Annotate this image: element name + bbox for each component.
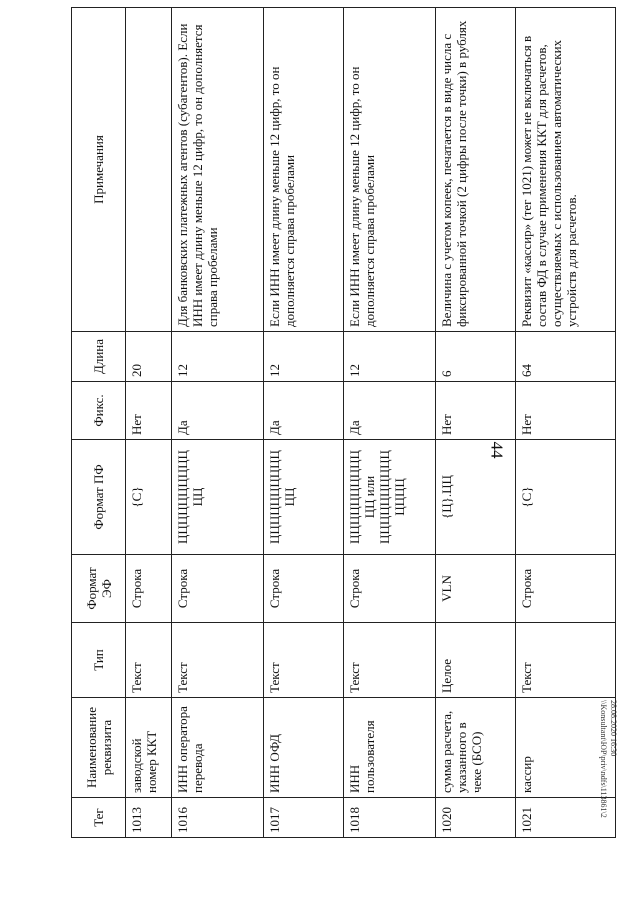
cell-name: кассир [516, 698, 616, 798]
table-row [126, 8, 172, 838]
cell-name: ИНН оператора перевода [172, 698, 264, 798]
cell-name: заводской номер ККТ [126, 698, 172, 798]
header-length: Длина [72, 332, 126, 382]
cell-pf-format: ЦЦЦЦЦЦЦЦЦЦ ЦЦ [172, 440, 264, 555]
cell-fixed: Нет [436, 382, 516, 440]
cell-length: 20 [126, 332, 172, 382]
table-row [172, 8, 264, 838]
header-name: Наименование реквизита [72, 698, 126, 798]
table-header-row [72, 8, 126, 838]
cell-pf-format: {Ц}.ЦЦ [436, 440, 516, 555]
cell-ef-format: Строка [172, 555, 264, 623]
cell-ef-format: Строка [264, 555, 344, 623]
cell-length: 64 [516, 332, 616, 382]
document-table-frame [71, 8, 579, 838]
cell-fixed: Да [172, 382, 264, 440]
page-number: 44 [487, 441, 507, 459]
header-notes: Примечания [72, 8, 126, 332]
table-row [344, 8, 436, 838]
cell-length: 12 [344, 332, 436, 382]
header-fixed: Фикс. [72, 382, 126, 440]
header-ef-format: Формат ЭФ [72, 555, 126, 623]
cell-length: 12 [264, 332, 344, 382]
cell-type: Текст [516, 623, 616, 698]
cell-ef-format: VLN [436, 555, 516, 623]
cell-name: ИНН ОФД [264, 698, 344, 798]
cell-notes: Если ИНН имеет длину меньше 12 цифр, то он дополняется справа пробелами [344, 8, 436, 332]
print-footer [598, 700, 618, 818]
cell-length: 12 [172, 332, 264, 382]
cell-pf-format: ЦЦЦЦЦЦЦЦЦЦ ЦЦ [264, 440, 344, 555]
footer-date: 28.08.2020 16:30 [609, 700, 618, 757]
cell-length: 6 [436, 332, 516, 382]
cell-name: ИНН пользователя [344, 698, 436, 798]
cell-ef-format: Строка [126, 555, 172, 623]
cell-ef-format: Строка [516, 555, 616, 623]
cell-tag: 1017 [264, 798, 344, 838]
cell-fixed: Да [264, 382, 344, 440]
cell-tag: 1018 [344, 798, 436, 838]
header-tag: Тег [72, 798, 126, 838]
cell-fixed: Нет [516, 382, 616, 440]
cell-type: Текст [126, 623, 172, 698]
cell-tag: 1016 [172, 798, 264, 838]
cell-type: Целое [436, 623, 516, 698]
cell-notes: Величина с учетом копеек, печатается в виде числа с фиксированной точкой (2 цифры после точки) в рублях [436, 8, 516, 332]
cell-notes: Для банковских платежных агентов (субагентов). Если ИНН имеет длину меньше 12 цифр, то он дополняется справа пробелами [172, 8, 264, 332]
header-pf-format: Формат ПФ [72, 440, 126, 555]
cell-tag: 1013 [126, 798, 172, 838]
cell-pf-format: ЦЦЦЦЦЦЦЦЦЦ ЦЦ или ЦЦЦЦЦЦЦЦЦЦ ЦЦЦЦ [344, 440, 436, 555]
requisites-table [71, 7, 616, 838]
cell-fixed: Да [344, 382, 436, 440]
cell-tag: 1021 [516, 798, 616, 838]
cell-notes [126, 8, 172, 332]
cell-ef-format: Строка [344, 555, 436, 623]
table-row [264, 8, 344, 838]
cell-name: сумма расчета, указанного в чеке (БСО) [436, 698, 516, 798]
cell-pf-format: {С} [516, 440, 616, 555]
cell-pf-format: {С} [126, 440, 172, 555]
cell-type: Текст [172, 623, 264, 698]
cell-notes: Реквизит «кассир» (тег 1021) может не включаться в состав ФД в случае применения ККТ для расчетов, осуществляемых с использованием автоматических устройств для расчетов. [516, 8, 616, 332]
cell-fixed: Нет [126, 382, 172, 440]
footer-path: \\Konsultant\ЮР\priv\ndfs\113861\2 [599, 700, 608, 818]
table-body [126, 8, 616, 838]
cell-type: Текст [344, 623, 436, 698]
cell-notes: Если ИНН имеет длину меньше 12 цифр, то он дополняется справа пробелами [264, 8, 344, 332]
cell-tag: 1020 [436, 798, 516, 838]
cell-type: Текст [264, 623, 344, 698]
table-row [436, 8, 516, 838]
header-type: Тип [72, 623, 126, 698]
